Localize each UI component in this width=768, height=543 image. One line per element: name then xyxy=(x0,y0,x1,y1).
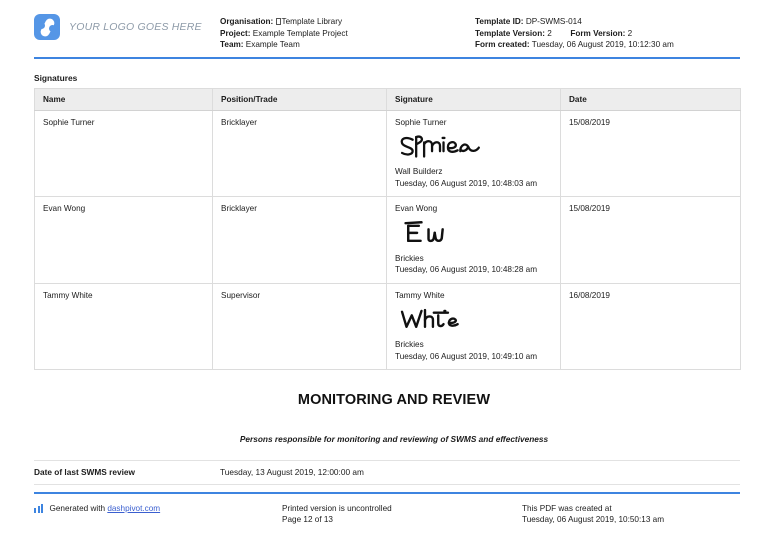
header-meta-left xyxy=(220,11,475,51)
project-label: Project: xyxy=(220,28,251,38)
team-label: Team: xyxy=(220,40,244,50)
monitoring-subtitle: Persons responsible for monitoring and reviewing of SWMS and effectiveness xyxy=(239,434,549,445)
cell-signature xyxy=(387,197,561,284)
table-row xyxy=(35,283,741,370)
signatures-section-label: Signatures xyxy=(34,72,78,83)
table-row xyxy=(35,110,741,197)
template-id-row xyxy=(475,16,740,28)
signature-signer-name: Evan Wong xyxy=(395,204,438,214)
header-meta-right xyxy=(475,11,740,51)
logo-placeholder-text: YOUR LOGO GOES HERE xyxy=(69,21,202,33)
column-header-signature: Signature xyxy=(387,88,561,110)
ew-handwritten-signature xyxy=(395,217,501,247)
review-date-value: Tuesday, 13 August 2019, 12:00:00 am xyxy=(220,467,364,478)
column-header-date: Date xyxy=(561,88,741,110)
organisation-row xyxy=(220,16,475,28)
template-version-value: 2 xyxy=(547,28,552,38)
column-header-name: Name xyxy=(35,88,213,110)
form-created-label: Form created: xyxy=(475,40,530,50)
pdf-created-label: This PDF was created at xyxy=(522,503,612,513)
column-header-position: Position/Trade xyxy=(213,88,387,110)
cell-position: Bricklayer xyxy=(213,110,387,197)
cell-name: Sophie Turner xyxy=(35,110,213,197)
organisation-label: Organisation: xyxy=(220,17,274,26)
monitoring-review-table xyxy=(34,460,740,485)
table-header-row xyxy=(35,88,741,110)
table-row xyxy=(34,461,740,485)
bar-chart-icon xyxy=(34,504,45,513)
cell-position: Bricklayer xyxy=(213,197,387,284)
cell-date: 15/08/2019 xyxy=(561,110,741,197)
form-created-value: Tuesday, 06 August 2019, 10:12:30 am xyxy=(531,40,674,50)
signatures-table xyxy=(34,88,741,371)
signature-company: Brickies xyxy=(395,253,424,263)
project-value: Example Template Project xyxy=(252,28,348,38)
document-header xyxy=(0,0,768,51)
signature-company: Wall Builderz xyxy=(395,167,443,177)
table-row xyxy=(35,197,741,284)
signature-signer-name: Tammy White xyxy=(395,290,445,300)
cell-name: Tammy White xyxy=(35,283,213,370)
dashpivot-logo-icon xyxy=(34,14,60,40)
cell-position: Supervisor xyxy=(213,283,387,370)
cell-name: Evan Wong xyxy=(35,197,213,284)
signature-timestamp: Tuesday, 06 August 2019, 10:49:10 am xyxy=(395,351,538,361)
uncontrolled-notice: Printed version is uncontrolled xyxy=(282,503,392,513)
form-version-label: Form Version: xyxy=(570,28,626,38)
organisation-value: Template Library xyxy=(281,17,343,26)
review-date-label: Date of last SWMS review xyxy=(34,467,135,478)
version-row xyxy=(475,28,740,40)
cell-signature xyxy=(387,283,561,370)
signature-timestamp: Tuesday, 06 August 2019, 10:48:03 am xyxy=(395,178,538,188)
footer-created-at xyxy=(522,503,740,526)
team-value: Example Team xyxy=(245,40,300,50)
footer-print-notice xyxy=(282,503,522,526)
white-handwritten-signature xyxy=(395,303,501,333)
template-version-label: Template Version: xyxy=(475,28,545,38)
missing-glyph-icon xyxy=(276,18,281,25)
project-row xyxy=(220,28,475,40)
signature-timestamp: Tuesday, 06 August 2019, 10:48:28 am xyxy=(395,265,538,275)
generated-with-label: Generated with xyxy=(49,503,106,513)
cell-date: 15/08/2019 xyxy=(561,197,741,284)
signature-signer-name: Sophie Turner xyxy=(395,117,447,127)
template-id-value: DP-SWMS-014 xyxy=(525,17,582,26)
signature-company: Brickies xyxy=(395,340,424,350)
logo-block xyxy=(34,11,220,40)
team-row xyxy=(220,39,475,51)
dashpivot-link[interactable]: dashpivot.com xyxy=(107,503,161,513)
page-title: MONITORING AND REVIEW xyxy=(297,392,491,409)
pdf-created-value: Tuesday, 06 August 2019, 10:50:13 am xyxy=(522,515,665,525)
form-version-value: 2 xyxy=(627,28,633,38)
template-id-label: Template ID: xyxy=(475,17,524,26)
footer-generated-with xyxy=(34,503,282,526)
cell-date: 16/08/2019 xyxy=(569,290,610,300)
sophie-handwritten-signature xyxy=(395,130,501,160)
page-number: Page 12 of 13 xyxy=(282,515,333,525)
document-footer xyxy=(0,492,768,526)
form-created-row xyxy=(475,39,740,51)
cell-signature xyxy=(387,110,561,197)
